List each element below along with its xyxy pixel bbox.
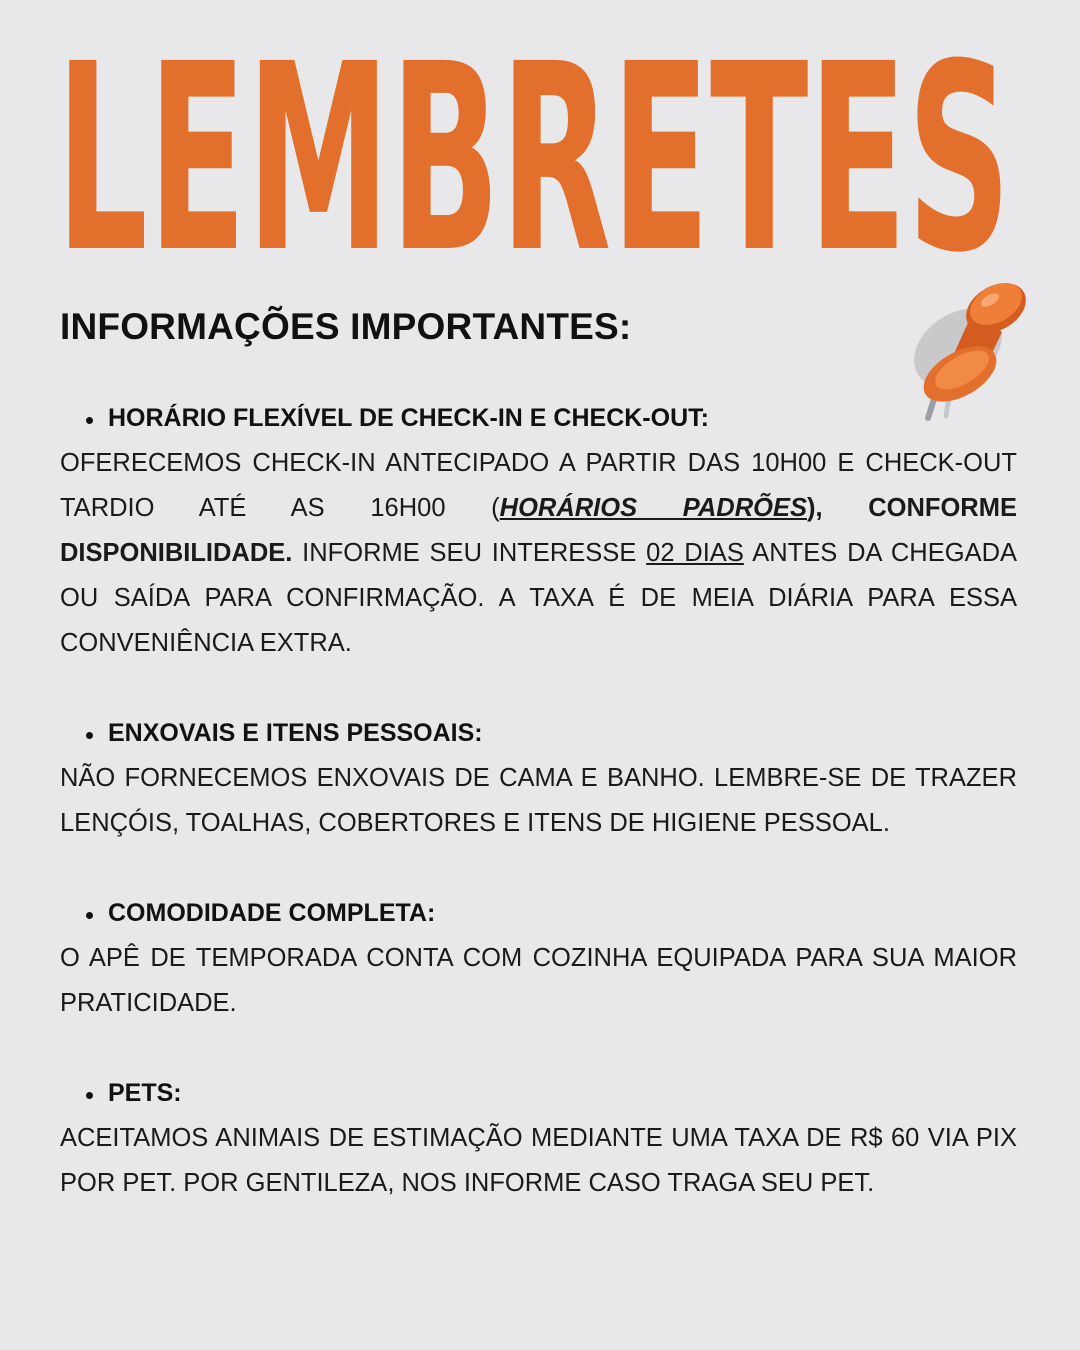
section-heading-label: PETS: bbox=[108, 1079, 182, 1107]
section-amenities bbox=[60, 891, 1017, 1026]
section-heading bbox=[60, 396, 1017, 441]
section-heading bbox=[60, 1071, 1017, 1116]
underlined-text: 02 DIAS bbox=[646, 539, 744, 567]
section-heading bbox=[60, 891, 1017, 936]
bullet-icon bbox=[86, 1092, 93, 1099]
section-checkin bbox=[60, 396, 1017, 666]
section-heading-label: ENXOVAIS E ITENS PESSOAIS: bbox=[108, 719, 483, 747]
section-body: O APÊ DE TEMPORADA CONTA COM COZINHA EQUIPADA PARA SUA MAIOR PRATICIDADE. bbox=[60, 944, 1017, 1017]
bullet-icon bbox=[86, 912, 93, 919]
body-text-part: ANTES DA CHEGADA OU SAÍDA PARA CONFIRMAÇÃO. A TAXA É DE MEIA DIÁRIA PARA ESSA CONVENIÊNCIA EXTRA. bbox=[60, 539, 1017, 657]
section-body bbox=[60, 441, 1017, 666]
page-title bbox=[56, 38, 1016, 268]
bullet-icon bbox=[86, 732, 93, 739]
reminders-list bbox=[60, 396, 1017, 1251]
section-heading bbox=[60, 711, 1017, 756]
section-body: ACEITAMOS ANIMAIS DE ESTIMAÇÃO MEDIANTE UMA TAXA DE R$ 60 VIA PIX POR PET. POR GENTILEZA, NOS INFORME CASO TRAGA SEU PET. bbox=[60, 1124, 1017, 1197]
bold-text: CONFORME DISPONIBILIDADE. bbox=[60, 494, 1017, 567]
section-linens bbox=[60, 711, 1017, 846]
section-subtitle: INFORMAÇÕES IMPORTANTES: bbox=[60, 306, 632, 347]
bullet-icon bbox=[86, 417, 93, 424]
section-pets bbox=[60, 1071, 1017, 1206]
page-title-text: LEMBRETES bbox=[56, 38, 1012, 268]
body-text-part: OFERECEMOS CHECK-IN ANTECIPADO A PARTIR DAS 10H00 E CHECK-OUT TARDIO ATÉ AS 16H00 ( bbox=[60, 449, 1017, 522]
section-heading-label: HORÁRIO FLEXÍVEL DE CHECK-IN E CHECK-OUT: bbox=[108, 404, 709, 432]
section-heading-label: COMODIDADE COMPLETA: bbox=[108, 899, 436, 927]
section-body: NÃO FORNECEMOS ENXOVAIS DE CAMA E BANHO. LEMBRE-SE DE TRAZER LENÇÓIS, TOALHAS, COBERTORES E ITENS DE HIGIENE PESSOAL. bbox=[60, 764, 1017, 837]
body-text-part: ), bbox=[806, 494, 869, 522]
emphasis-text: HORÁRIOS PADRÕES bbox=[499, 494, 807, 522]
body-text-part: INFORME SEU INTERESSE bbox=[292, 539, 647, 567]
